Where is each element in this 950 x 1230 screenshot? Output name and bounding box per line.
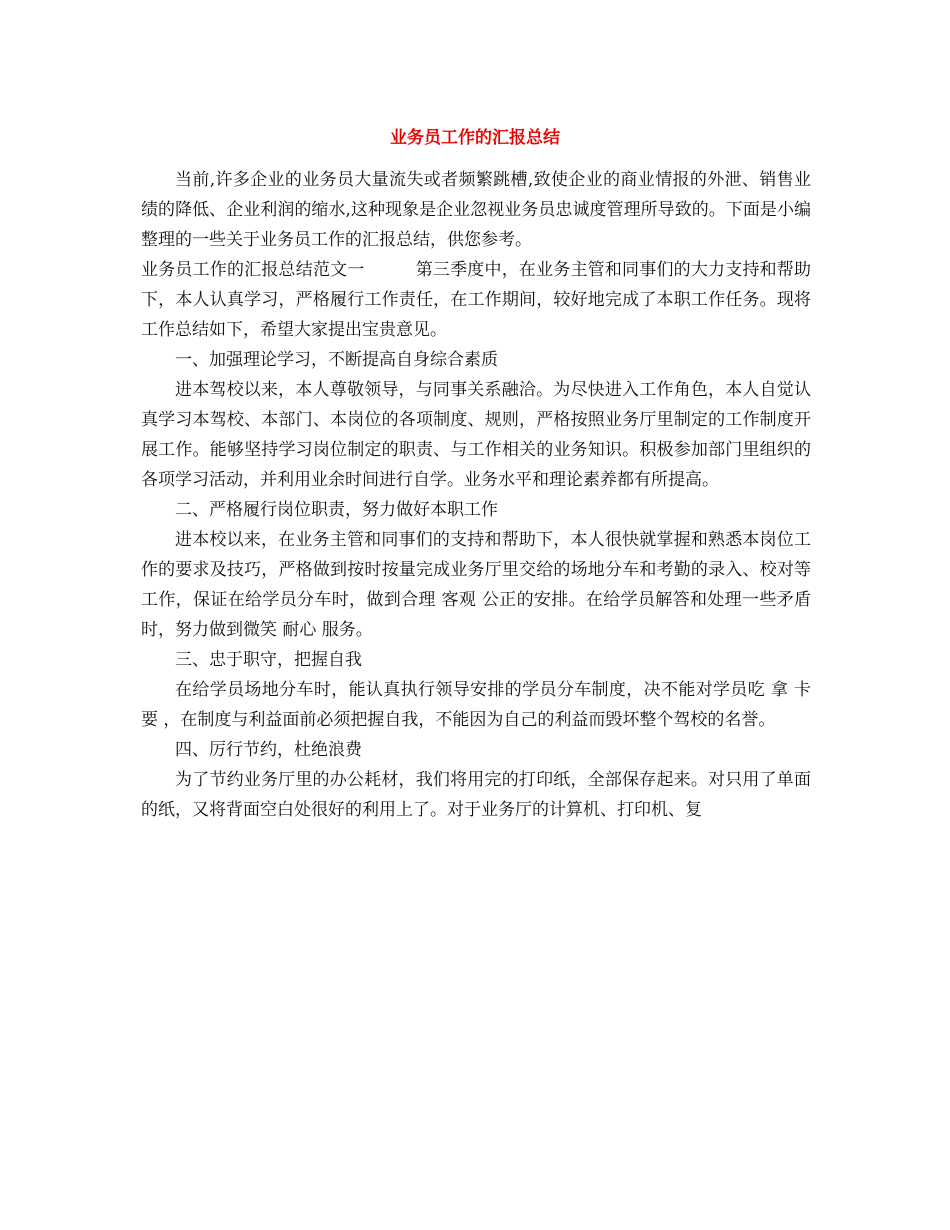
document-title: 业务员工作的汇报总结	[390, 128, 560, 148]
section-heading-1: 一、加强理论学习，不断提高自身综合素质	[175, 350, 498, 370]
sample-paragraph	[141, 255, 811, 345]
section-paragraph-1: 进本驾校以来，本人尊敬领导，与同事关系融洽。为尽快进入工作角色，本人自觉认真学习本驾校、本部门、本岗位的各项制度、规则，严格按照业务厅里制定的工作制度开展工作。能够坚持学习岗位制定的职责、与工作相关的业务知识。积极参加部门里组织的各项学习活动，并利用业余时间进行自学。业务水平和理论素养都有所提高。	[141, 380, 811, 490]
sample-label: 业务员工作的汇报总结范文一	[141, 260, 365, 280]
sample-text: 第三季度中，在业务主管和同事们的大力支持和帮助下，本人认真学习，严格履行工作责任，在工作期间，较好地完成了本职工作任务。现将工作总结如下，希望大家提出宝贵意见。	[141, 260, 812, 340]
section-heading-3: 三、忠于职守，把握自我	[175, 650, 362, 670]
section-paragraph-3: 在给学员场地分车时，能认真执行领导安排的学员分车制度，决不能对学员吃 拿 卡 要 ，在制度与利益面前必须把握自我，不能因为自己的利益而毁坏整个驾校的名誉。	[141, 680, 811, 730]
section-heading-4: 四、厉行节约，杜绝浪费	[175, 740, 362, 760]
section-paragraph-4: 为了节约业务厅里的办公耗材，我们将用完的打印纸，全部保存起来。对只用了单面的纸，又将背面空白处很好的利用上了。对于业务厅的计算机、打印机、复	[141, 770, 811, 820]
document-body	[141, 165, 811, 825]
intro-paragraph: 当前,许多企业的业务员大量流失或者频繁跳槽,致使企业的商业情报的外泄、销售业绩的降低、企业利润的缩水,这种现象是企业忽视业务员忠诚度管理所导致的。下面是小编整理的一些关于业务员工作的汇报总结，供您参考。	[141, 170, 811, 250]
section-paragraph-2: 进本校以来，在业务主管和同事们的支持和帮助下，本人很快就掌握和熟悉本岗位工作的要求及技巧，严格做到按时按量完成业务厅里交给的场地分车和考勤的录入、校对等工作，保证在给学员分车时，做到合理 客观 公正的安排。在给学员解答和处理一些矛盾时，努力做到微笑 耐心 服务。	[141, 530, 811, 640]
section-heading-2: 二、严格履行岗位职责，努力做好本职工作	[175, 500, 498, 520]
